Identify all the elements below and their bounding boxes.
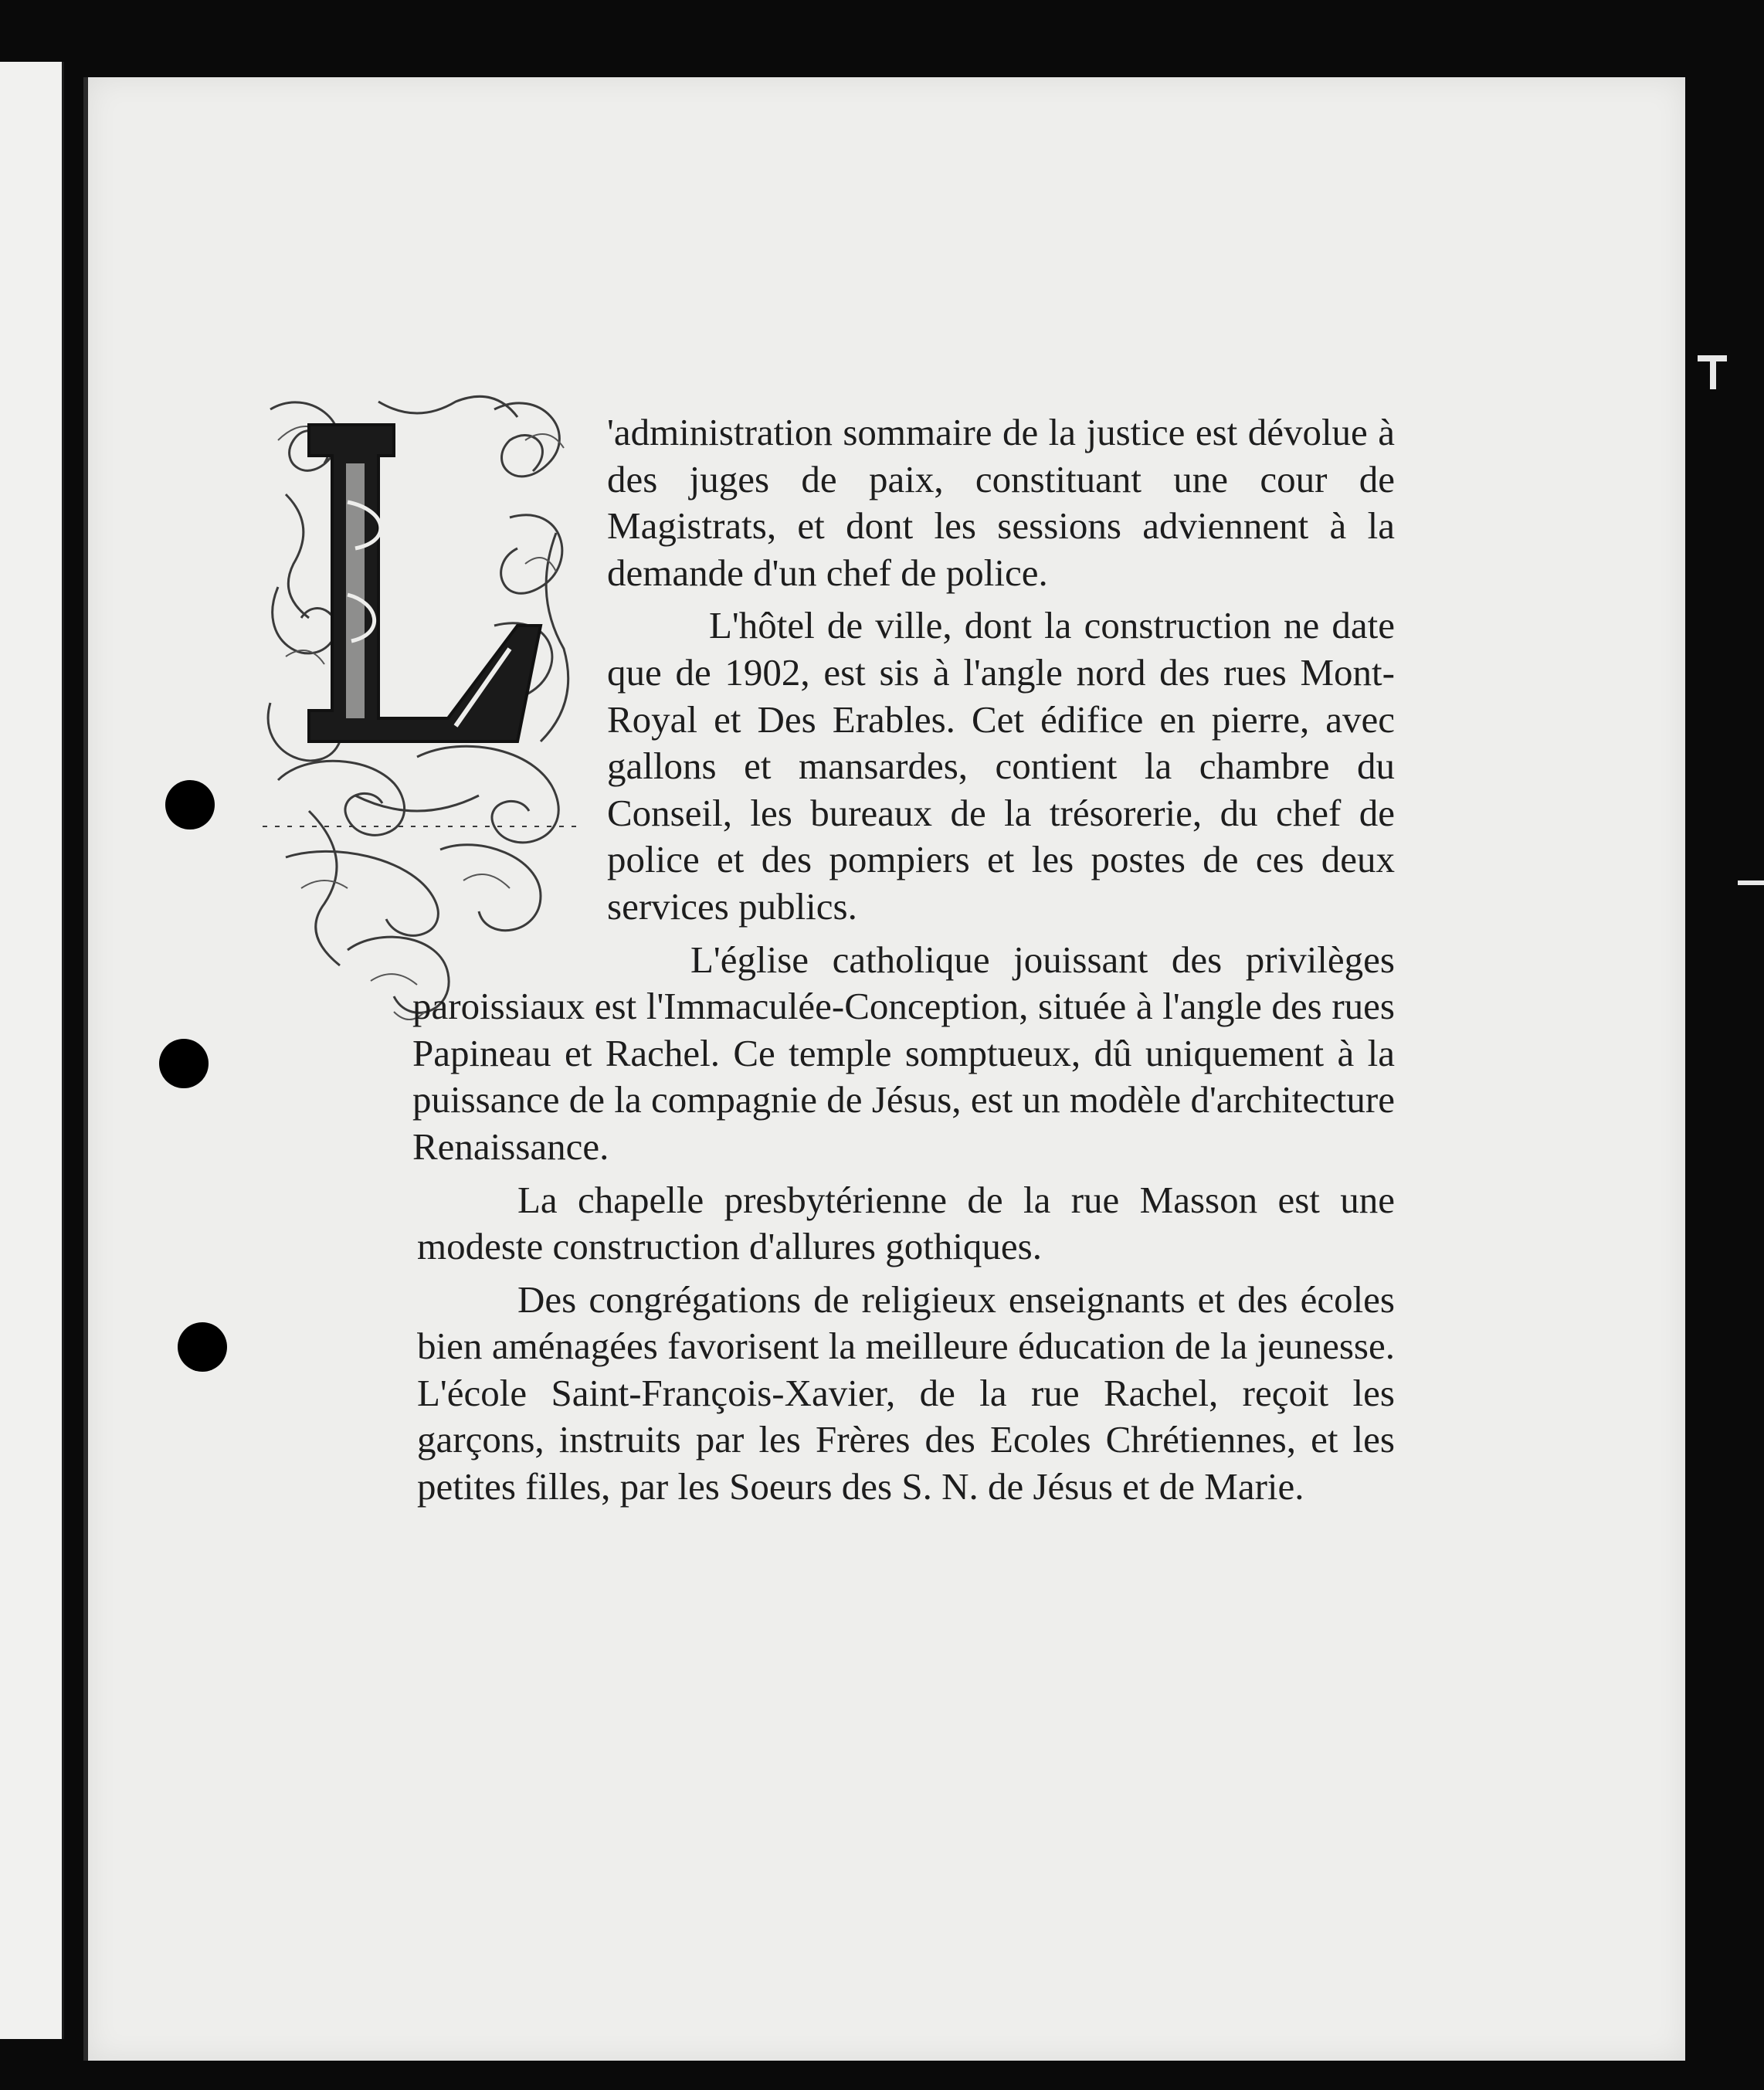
scan-mark xyxy=(1738,880,1764,885)
paragraph-2: L'hôtel de ville, dont la construction ne date que de 1902, est sis à l'angle nord des rues Mont-Royal et Des Erables. Cet édifice en pierre, avec gallons et mansardes, contient la chambre du Conseil, les bureaux de la trésorerie, du chef de police et des pompiers et les postes de ces deux services publics. xyxy=(607,604,1395,928)
punch-hole xyxy=(159,1039,209,1088)
punch-hole xyxy=(165,780,215,830)
paragraph-1: 'administration sommaire de la justice est dévolue à des juges de paix, constituant une cour de Magistrats, et dont les sessions adviennent à la demande d'un chef de police. xyxy=(607,411,1395,594)
paragraph-4: La chapelle presbytérienne de la rue Masson est une modeste construction d'allures gothiques. xyxy=(417,1178,1395,1268)
paragraph-3: L'église catholique jouissant des privilèges paroissiaux est l'Immaculée-Conception, située à l'angle des rues Papineau et Rachel. Ce temple somptueux, dû uniquement à la puissance de la compagnie de Jésus, est un modèle d'architecture Renaissance. xyxy=(412,938,1395,1168)
previous-page-edge xyxy=(0,62,64,2039)
page-text xyxy=(412,409,1395,1511)
punch-hole xyxy=(178,1322,227,1372)
paragraph-5: Des congrégations de religieux enseignants et des écoles bien aménagées favorisent la meilleure éducation de la jeunesse. L'école Saint-François-Xavier, de la rue Rachel, reçoit les garçons, instruits par les Frères des Ecoles Chrétiennes, et les petites filles, par les Soeurs des S. N. de Jésus et de Marie. xyxy=(417,1277,1395,1508)
scan-mark xyxy=(1710,355,1716,389)
